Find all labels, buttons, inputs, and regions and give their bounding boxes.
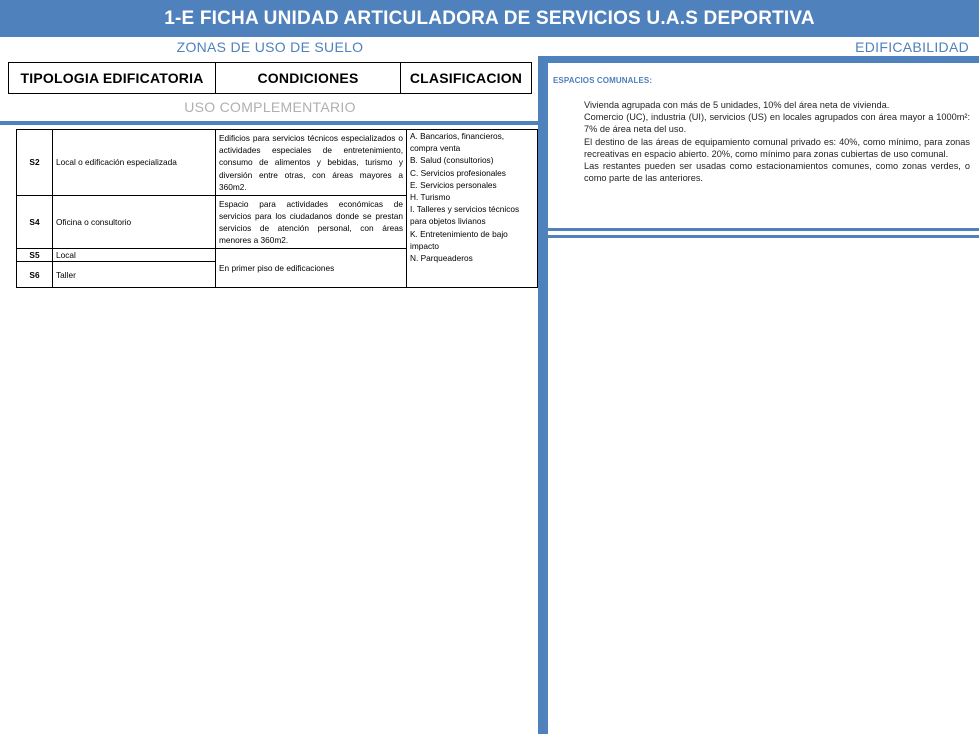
row-code: S5 [17, 249, 53, 262]
left-divider [0, 121, 540, 125]
row-condicion: Espacio para actividades económicas de servicios para los ciudadanos donde se prestan servicios de atención personal, con áreas menores a 360m2. [216, 196, 407, 249]
clasificacion-item: N. Parqueaderos [410, 253, 473, 264]
row-code: S2 [17, 130, 53, 196]
row-name: Oficina o consultorio [53, 196, 216, 249]
clasificacion-item: E. Servicios personales [410, 179, 497, 190]
clasificacion-cell [407, 130, 538, 288]
clasificacion-item: C. Servicios profesionales [410, 167, 506, 178]
row-name: Taller [53, 262, 216, 288]
right-divider-2 [548, 235, 979, 238]
row-condicion: En primer piso de edificaciones [216, 249, 407, 288]
espacios-comunales-title: ESPACIOS COMUNALES: [553, 76, 653, 85]
espacios-paragraph: Comercio (UC), industria (UI), servicios (US) en locales agrupados con área mayor a 1000m²: 7% de área neta del uso. [584, 112, 970, 135]
zonas-uso-suelo-heading: ZONAS DE USO DE SUELO [176, 39, 364, 55]
espacios-comunales-text [584, 99, 970, 184]
row-name: Local o edificación especializada [53, 130, 216, 196]
espacios-paragraph: El destino de las áreas de equipamiento comunal privado es: 40%, como mínimo, para zonas recreativas en espacio abierto. 20%, como mínimo para zonas cubiertas de uso comunal. [584, 136, 970, 159]
clasificacion-item: B. Salud (consultorios) [410, 155, 494, 166]
clasificacion-item: I. Talleres y servicios técnicos para objetos livianos [410, 204, 520, 227]
page-title: 1-E FICHA UNIDAD ARTICULADORA DE SERVICIOS U.A.S DEPORTIVA [0, 0, 979, 37]
right-divider-1 [548, 228, 979, 231]
header-condiciones: CONDICIONES [216, 63, 401, 94]
vertical-divider [538, 56, 548, 734]
row-code: S6 [17, 262, 53, 288]
row-code: S4 [17, 196, 53, 249]
uso-table [16, 129, 538, 288]
uso-complementario-heading: USO COMPLEMENTARIO [184, 99, 356, 115]
row-name: Local [53, 249, 216, 262]
row-condicion: Edificios para servicios técnicos especializados o actividades especiales de entretenimiento, consumo de alimentos y bebidas, turismo y diversión entre otras, con áreas mayores a 360m2. [216, 130, 407, 196]
table-row [17, 130, 538, 196]
clasificacion-item: K. Entretenimiento de bajo impacto [410, 228, 508, 251]
right-top-divider [540, 56, 979, 63]
header-clasificacion: CLASIFICACION [401, 63, 532, 94]
espacios-paragraph: Las restantes pueden ser usadas como estacionamientos comunes, como zonas verdes, o como parte de las anteriores. [584, 161, 970, 184]
espacios-paragraph: Vivienda agrupada con más de 5 unidades, 10% del área neta de vivienda. [584, 100, 890, 110]
edificabilidad-heading: EDIFICABILIDAD [855, 39, 969, 55]
clasificacion-item: A. Bancarios, financieros, compra venta [410, 131, 505, 154]
header-tipologia: TIPOLOGIA EDIFICATORIA [9, 63, 216, 94]
header-table [8, 62, 532, 94]
clasificacion-item: H. Turismo [410, 192, 451, 203]
